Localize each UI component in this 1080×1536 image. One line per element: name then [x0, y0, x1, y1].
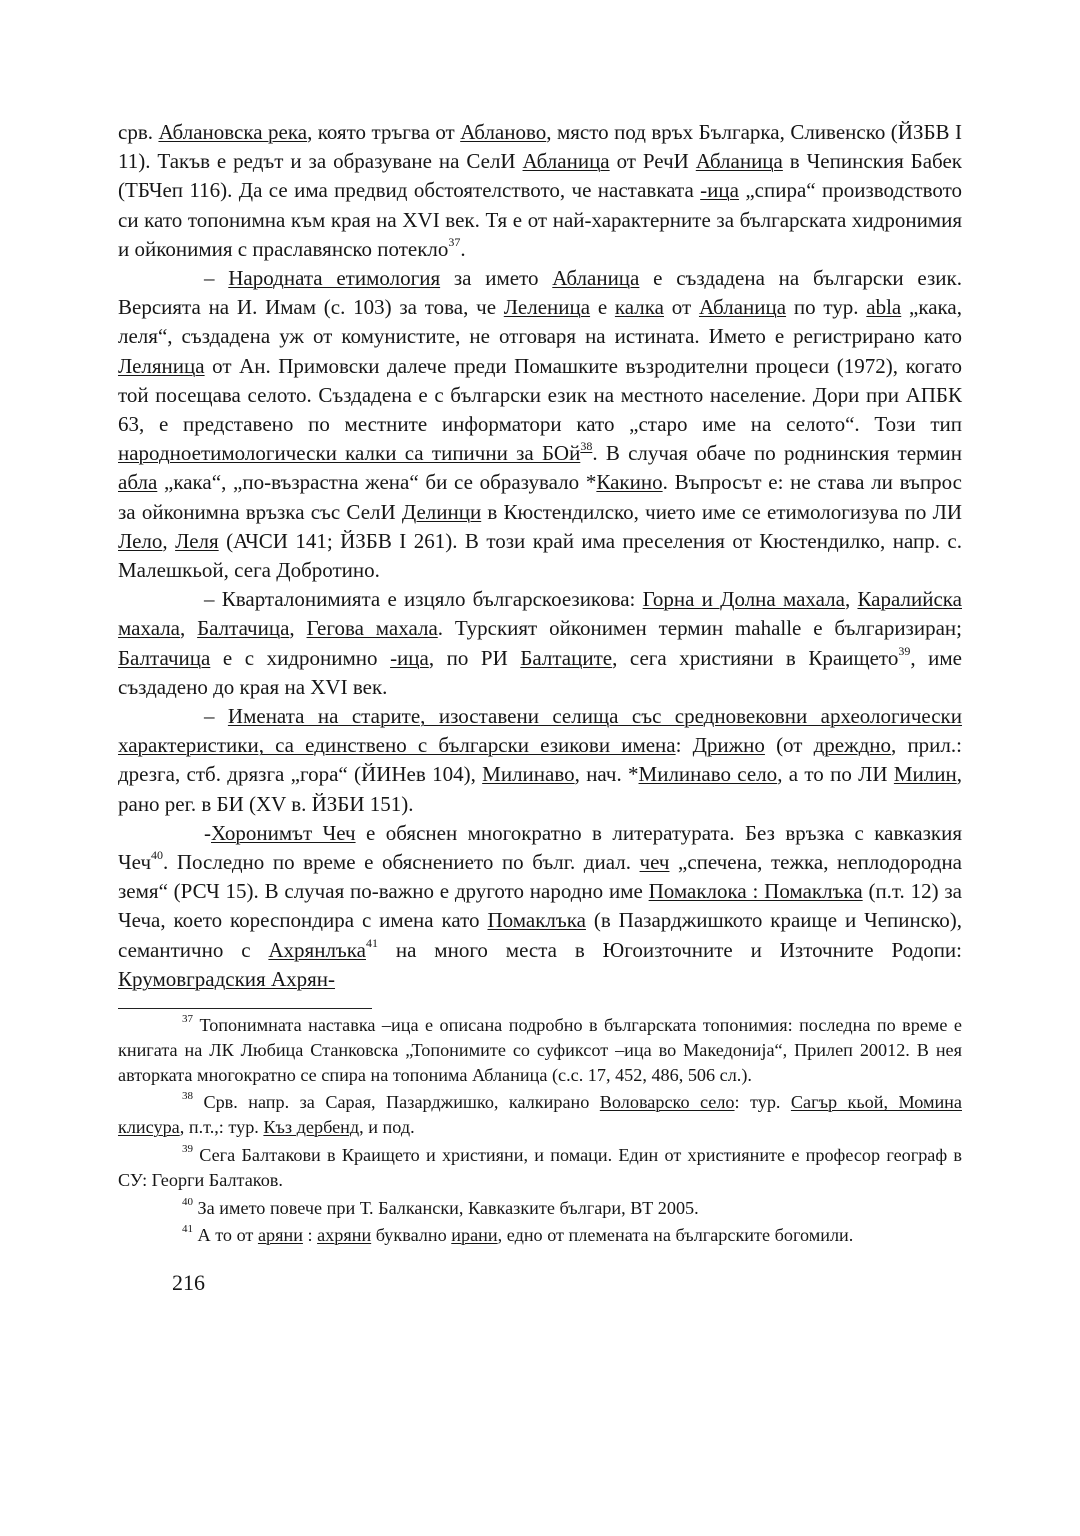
text-run: (АЧСИ 141; ЙЗБВ I 261). В този край има преселения от Кюстендилко, напр. с. Малешкьой, сега Добротино.: [118, 528, 962, 583]
text-run: е: [590, 295, 615, 320]
text-run: Топонимната наставка –ица е описана подробно в българската топонимия: последна по време е книгата на ЛК Любица Станковска „Топонимите со суфиксот –ица во Македонија“, Прилеп 20012. В нея авторката многократно се спира на топонима Абланица (с.с. 17, 452, 486, 506 сл.).: [118, 1015, 962, 1085]
paragraph: [118, 819, 962, 994]
underlined-term: Абланово: [460, 120, 547, 144]
underlined-term: Лело: [118, 528, 163, 553]
text-run: в Чепинския Бабек (ТБЧеп 116). Да се има предвид обстоятелството, че наставката: [118, 149, 962, 203]
underlined-term: Къз дербенд: [263, 1117, 360, 1138]
text-run: е създадена на български език. Версията на И. Имам (с. 103) за това, че: [118, 266, 962, 320]
underlined-term: Гегова махала: [306, 616, 438, 641]
text-run: , прил.: дрезга, стб. дрязга „гора“ (ЙИНев 104),: [118, 733, 962, 787]
text-run: ,: [289, 616, 307, 641]
text-run: на много места в Югоизточните и Източните Родопи:: [378, 937, 963, 962]
underlined-term: Аблановска река: [158, 120, 308, 144]
underlined-term: Воловарско село: [599, 1092, 735, 1113]
footnote: [118, 1196, 962, 1221]
footnote-ref: 39: [182, 1143, 193, 1156]
text-run: (в Пазарджишкото краище и Чепинско), семантично с: [118, 908, 962, 962]
footnote-ref: 37: [182, 1013, 193, 1026]
text-run: ,: [162, 528, 176, 553]
underlined-term: аряни: [257, 1225, 303, 1246]
underlined-term: Абланица: [522, 149, 610, 174]
text-run: . Въпросът е: не става ли въпрос за ойконимна връзка със СелИ: [118, 470, 962, 524]
text-run: от: [664, 295, 699, 320]
underlined-term: Абланица: [552, 266, 640, 291]
text-run: буквално: [371, 1225, 452, 1246]
text-run: Сега Балтакови в Краището и християни, и помаци. Един от християните е професор географ в СУ: Георги Балтаков.: [118, 1145, 962, 1190]
underlined-term: ирани: [451, 1225, 498, 1246]
underlined-term: Крумовградския Ахрян-: [118, 966, 336, 991]
underlined-term: дреждно: [813, 733, 892, 758]
underlined-term: Делинци: [401, 499, 482, 524]
text-run: , рано рег. в БИ (XV в. ЙЗБИ 151).: [118, 762, 962, 816]
footnote-ref: 40: [182, 1195, 193, 1208]
underlined-term: Хоронимът Чеч: [211, 820, 356, 845]
text-run: , по РИ: [428, 645, 521, 670]
footnote-ref: 41: [366, 935, 378, 950]
text-run: от Ан. Примовски далече преди Помашките възродителни процеси (1972), когато той посещава селото. Създадена е с български език на местното население. Дори при АПБК 63, е представено по местните информатори като „старо име на селото“. Този тип: [118, 353, 962, 437]
text-run: , п.т.,: тур.: [179, 1117, 264, 1138]
footnote-ref: 41: [182, 1223, 193, 1236]
underlined-term: -ица: [700, 178, 739, 203]
paragraph: [118, 264, 962, 585]
main-text: [118, 118, 962, 994]
underlined-term: Милинаво: [482, 762, 575, 787]
underlined-term: Помаклъка: [487, 908, 586, 933]
text-run: , едно от племената на българските богомили.: [497, 1225, 854, 1246]
underlined-term: Балтачица: [197, 616, 290, 641]
underlined-term: Имената на старите, изоставени селища със средновековни археологически характеристики, са единствено с български езикови имена: [118, 704, 962, 758]
text-run: ,: [180, 616, 198, 641]
underlined-term: абла: [118, 470, 158, 495]
text-run: , а то по ЛИ: [777, 762, 894, 787]
underlined-term: Сагър кьой, Момина клисура: [118, 1092, 962, 1138]
underlined-term: Милинаво село: [638, 762, 778, 787]
footnote-divider: [118, 1008, 372, 1009]
text-run: , нач. *: [574, 762, 639, 787]
text-run: А то от: [193, 1225, 258, 1246]
text-run: :: [302, 1225, 318, 1246]
underlined-term: Балтачица: [118, 645, 211, 670]
text-run: Срв. напр. за Сарая, Пазарджишко, калкирано: [193, 1092, 600, 1113]
underlined-term: abla: [866, 295, 902, 320]
text-run: „спира“ производството си като топонимна към края на XVI век. Тя е от най-характерните за българската хидронимия и ойконимия с праславянско потекло: [118, 178, 962, 261]
footnote-ref: 38: [182, 1090, 193, 1103]
underlined-term: Абланица: [695, 149, 783, 174]
underlined-term: Милин: [893, 762, 957, 787]
underlined-term: Ахрянлъка: [268, 937, 366, 962]
text-run: -: [204, 820, 211, 845]
text-run: , място под връх Българка, Сливенско (ЙЗБВ I 11). Такъв е редът и за образуване на СелИ: [118, 120, 962, 174]
underlined-term: Абланица: [698, 295, 787, 320]
paragraph: [118, 585, 962, 702]
footnote-ref: 38: [580, 439, 593, 454]
underlined-term: Помаклока : Помаклъка: [648, 879, 863, 904]
text-run: в Кюстендилско, чието име се етимологизува по ЛИ: [481, 499, 962, 524]
underlined-term: Народната етимология: [228, 266, 441, 291]
text-run: – Кварталонимията е изцяло българскоезикова:: [204, 587, 643, 612]
underlined-term: Какино: [596, 470, 663, 495]
text-run: –: [204, 266, 229, 291]
underlined-term: калка: [614, 295, 664, 320]
text-run: е с хидронимно: [210, 645, 391, 670]
text-run: , сега християни в Краището: [612, 645, 899, 670]
text-run: (п.т. 12) за Чеча, което кореспондира с имена като: [118, 879, 962, 933]
page-number: 216: [172, 1270, 205, 1296]
text-run: . В случая обаче по роднинския термин: [592, 441, 962, 466]
underlined-term: народноетимологически калки са типични за БОй: [118, 441, 581, 466]
text-run: , която тръгва от: [307, 120, 461, 144]
text-run: ,: [844, 587, 858, 612]
underlined-term: ахряни: [317, 1225, 372, 1246]
footnote: [118, 1223, 962, 1248]
underlined-term: Леляница: [118, 353, 205, 378]
text-run: –: [204, 704, 228, 729]
footnote: [118, 1143, 962, 1193]
text-run: (от: [764, 733, 814, 758]
text-run: За името повече при Т. Балкански, Кавказките българи, ВТ 2005.: [193, 1197, 699, 1218]
text-run: , и под.: [359, 1117, 415, 1138]
underlined-term: Леленица: [503, 295, 591, 320]
underlined-term: Горна и Долна махала: [642, 587, 845, 612]
underlined-term: чеч: [639, 850, 670, 875]
text-run: . Последно по време е обяснението по бълг. диал.: [163, 850, 640, 875]
paragraph: [118, 118, 962, 264]
text-run: . Турският ойконимен термин mahalle е българизиран;: [437, 616, 962, 641]
text-run: , име създадено до края на XVI век.: [118, 645, 962, 699]
text-run: по тур.: [786, 295, 867, 320]
underlined-term: Каралийска махала: [118, 587, 962, 641]
footnote-ref: 39: [898, 643, 911, 658]
text-run: :: [675, 733, 693, 758]
text-run: .: [460, 236, 466, 261]
text-run: е обяснен многократно в литературата. Без връзка с кавказкия Чеч: [118, 820, 962, 875]
text-run: „кака“, „по-възрастна жена“ би се образувало *: [157, 470, 597, 495]
text-run: „кака, леля“, създадена уж от комунистите, не отговаря на истината. Името е регистрирано като: [118, 295, 963, 349]
text-run: „спечена, тежка, неплодородна земя“ (РСЧ 15). В случая по-важно е другото народно име: [118, 850, 963, 904]
text-run: срв.: [118, 120, 159, 144]
underlined-term: -ица: [390, 645, 429, 670]
footnotes: [118, 1013, 962, 1248]
footnote: [118, 1090, 962, 1140]
text-run: : тур.: [734, 1092, 791, 1113]
paragraph: [118, 702, 962, 819]
footnote-ref: 40: [151, 848, 164, 863]
footnote-ref: 37: [448, 234, 461, 249]
underlined-term: Дрижно: [692, 733, 765, 758]
footnote: [118, 1013, 962, 1087]
document-page: [118, 118, 962, 1296]
underlined-term: Балтаците: [520, 645, 613, 670]
text-run: за името: [440, 266, 553, 291]
underlined-term: Леля: [175, 528, 219, 553]
text-run: от РечИ: [609, 149, 696, 174]
